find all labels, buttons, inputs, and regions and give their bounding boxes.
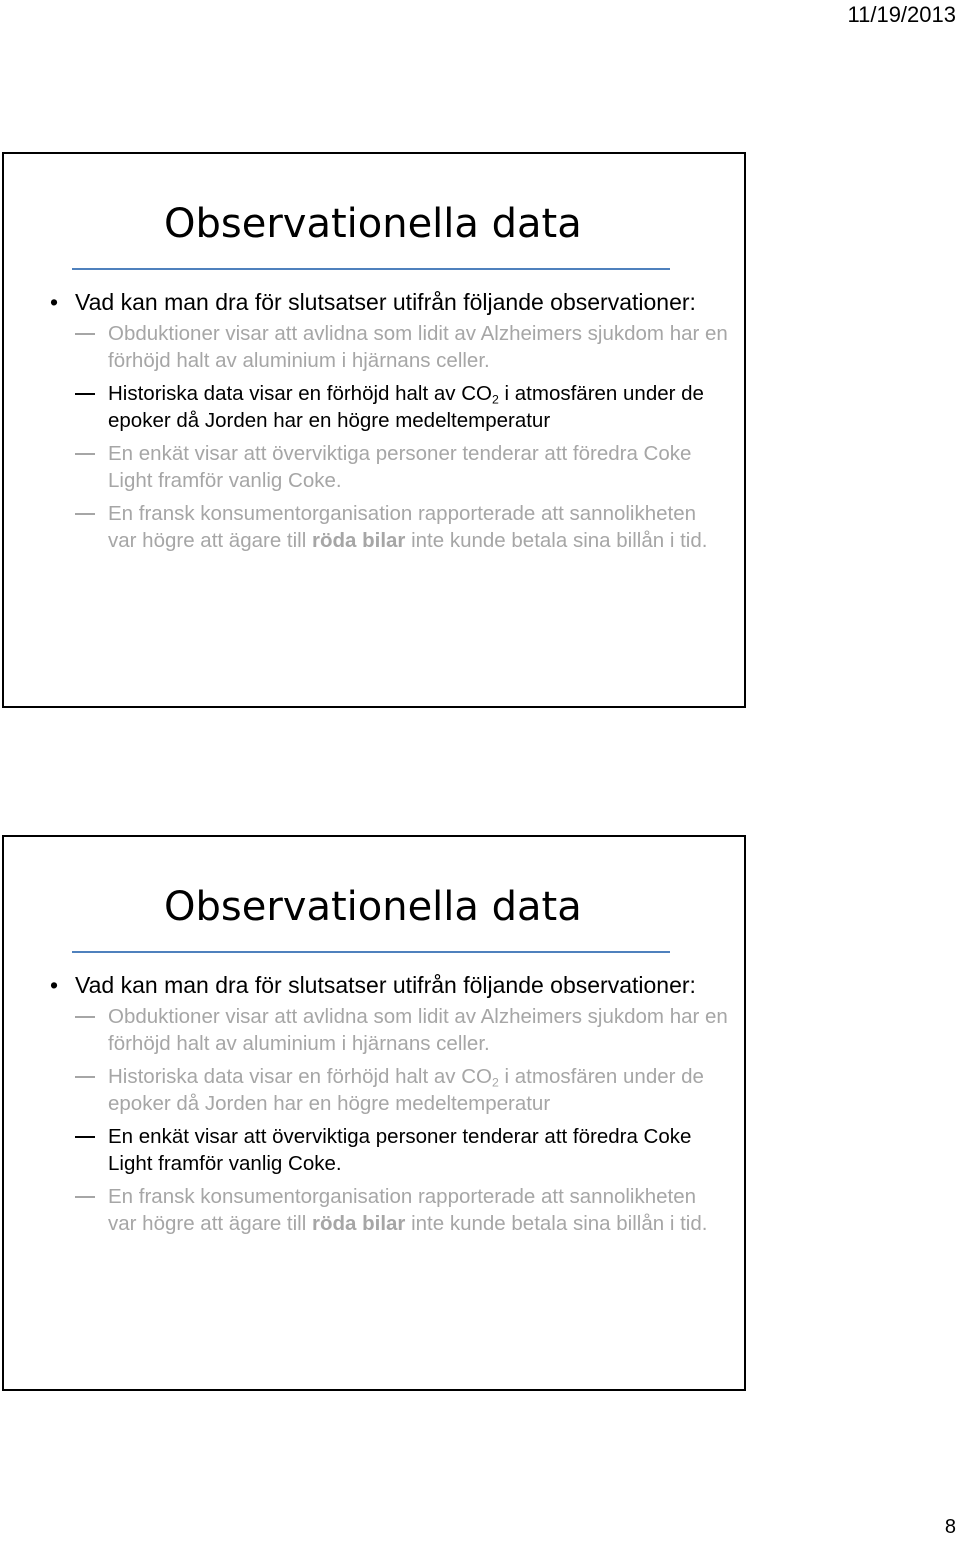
- observation-text-pre: En fransk konsumentorganisation rapporterade att sannolikheten var högre att ägare till: [108, 1185, 697, 1235]
- title-underline: [72, 951, 670, 953]
- observation-text-post: inte kunde betala sina billån i tid.: [405, 1212, 708, 1235]
- slide-title: Observationella data: [164, 201, 582, 247]
- bullet-list: [48, 288, 728, 560]
- dash-icon: [75, 333, 95, 335]
- sub-bullet-list: [75, 320, 728, 554]
- observation-red-cars: [75, 1183, 728, 1237]
- observation-red-cars: [75, 500, 728, 554]
- observation-text: Obduktioner visar att avlidna som lidit av Alzheimers sjukdom har en förhöjd halt av aluminium i hjärnans celler.: [108, 1005, 728, 1055]
- main-bullet-text: Vad kan man dra för slutsatser utifrån följande observationer:: [75, 972, 696, 998]
- observation-text: En enkät visar att överviktiga personer tenderar att föredra Coke Light framför vanlig Coke.: [108, 442, 692, 492]
- observation-coke: [75, 1123, 728, 1177]
- observation-aluminium: [75, 320, 728, 374]
- observation-aluminium: [75, 1003, 728, 1057]
- observation-bold: röda bilar: [311, 529, 406, 552]
- page-date: 11/19/2013: [847, 2, 956, 27]
- observation-bold: röda bilar: [311, 1212, 406, 1235]
- observation-text-pre: En fransk konsumentorganisation rapporterade att sannolikheten var högre att ägare till: [108, 502, 697, 552]
- slide-2: [2, 835, 746, 1391]
- title-underline: [72, 268, 670, 270]
- dash-icon: [75, 1016, 95, 1018]
- dash-icon: [75, 1076, 95, 1078]
- observation-co2: [75, 380, 728, 434]
- observation-text-post: i atmosfären under de epoker då Jorden har en högre medeltemperatur: [108, 1065, 704, 1115]
- observation-text: Obduktioner visar att avlidna som lidit av Alzheimers sjukdom har en förhöjd halt av aluminium i hjärnans celler.: [108, 322, 728, 372]
- observation-text: En enkät visar att överviktiga personer tenderar att föredra Coke Light framför vanlig Coke.: [108, 1125, 692, 1175]
- slide-title: Observationella data: [164, 884, 582, 930]
- page-number: 8: [944, 1516, 956, 1538]
- observation-text-pre: Historiska data visar en förhöjd halt av CO: [108, 1065, 492, 1088]
- main-bullet: [48, 288, 728, 554]
- bullet-dot-icon: •: [50, 289, 59, 315]
- dash-icon: [75, 453, 95, 455]
- bullet-list: [48, 971, 728, 1243]
- observation-subscript: 2: [491, 392, 499, 407]
- observation-subscript: 2: [491, 1075, 499, 1090]
- dash-icon: [75, 513, 95, 515]
- observation-text-pre: Historiska data visar en förhöjd halt av CO: [108, 382, 492, 405]
- observation-text-post: inte kunde betala sina billån i tid.: [405, 529, 708, 552]
- main-bullet-text: Vad kan man dra för slutsatser utifrån följande observationer:: [75, 289, 696, 315]
- sub-bullet-list: [75, 1003, 728, 1237]
- observation-coke: [75, 440, 728, 494]
- dash-icon: [75, 1136, 95, 1138]
- observation-text-post: i atmosfären under de epoker då Jorden har en högre medeltemperatur: [108, 382, 704, 432]
- observation-co2: [75, 1063, 728, 1117]
- dash-icon: [75, 1196, 95, 1198]
- bullet-dot-icon: •: [50, 972, 59, 998]
- slide-1: [2, 152, 746, 708]
- main-bullet: [48, 971, 728, 1237]
- dash-icon: [75, 393, 95, 395]
